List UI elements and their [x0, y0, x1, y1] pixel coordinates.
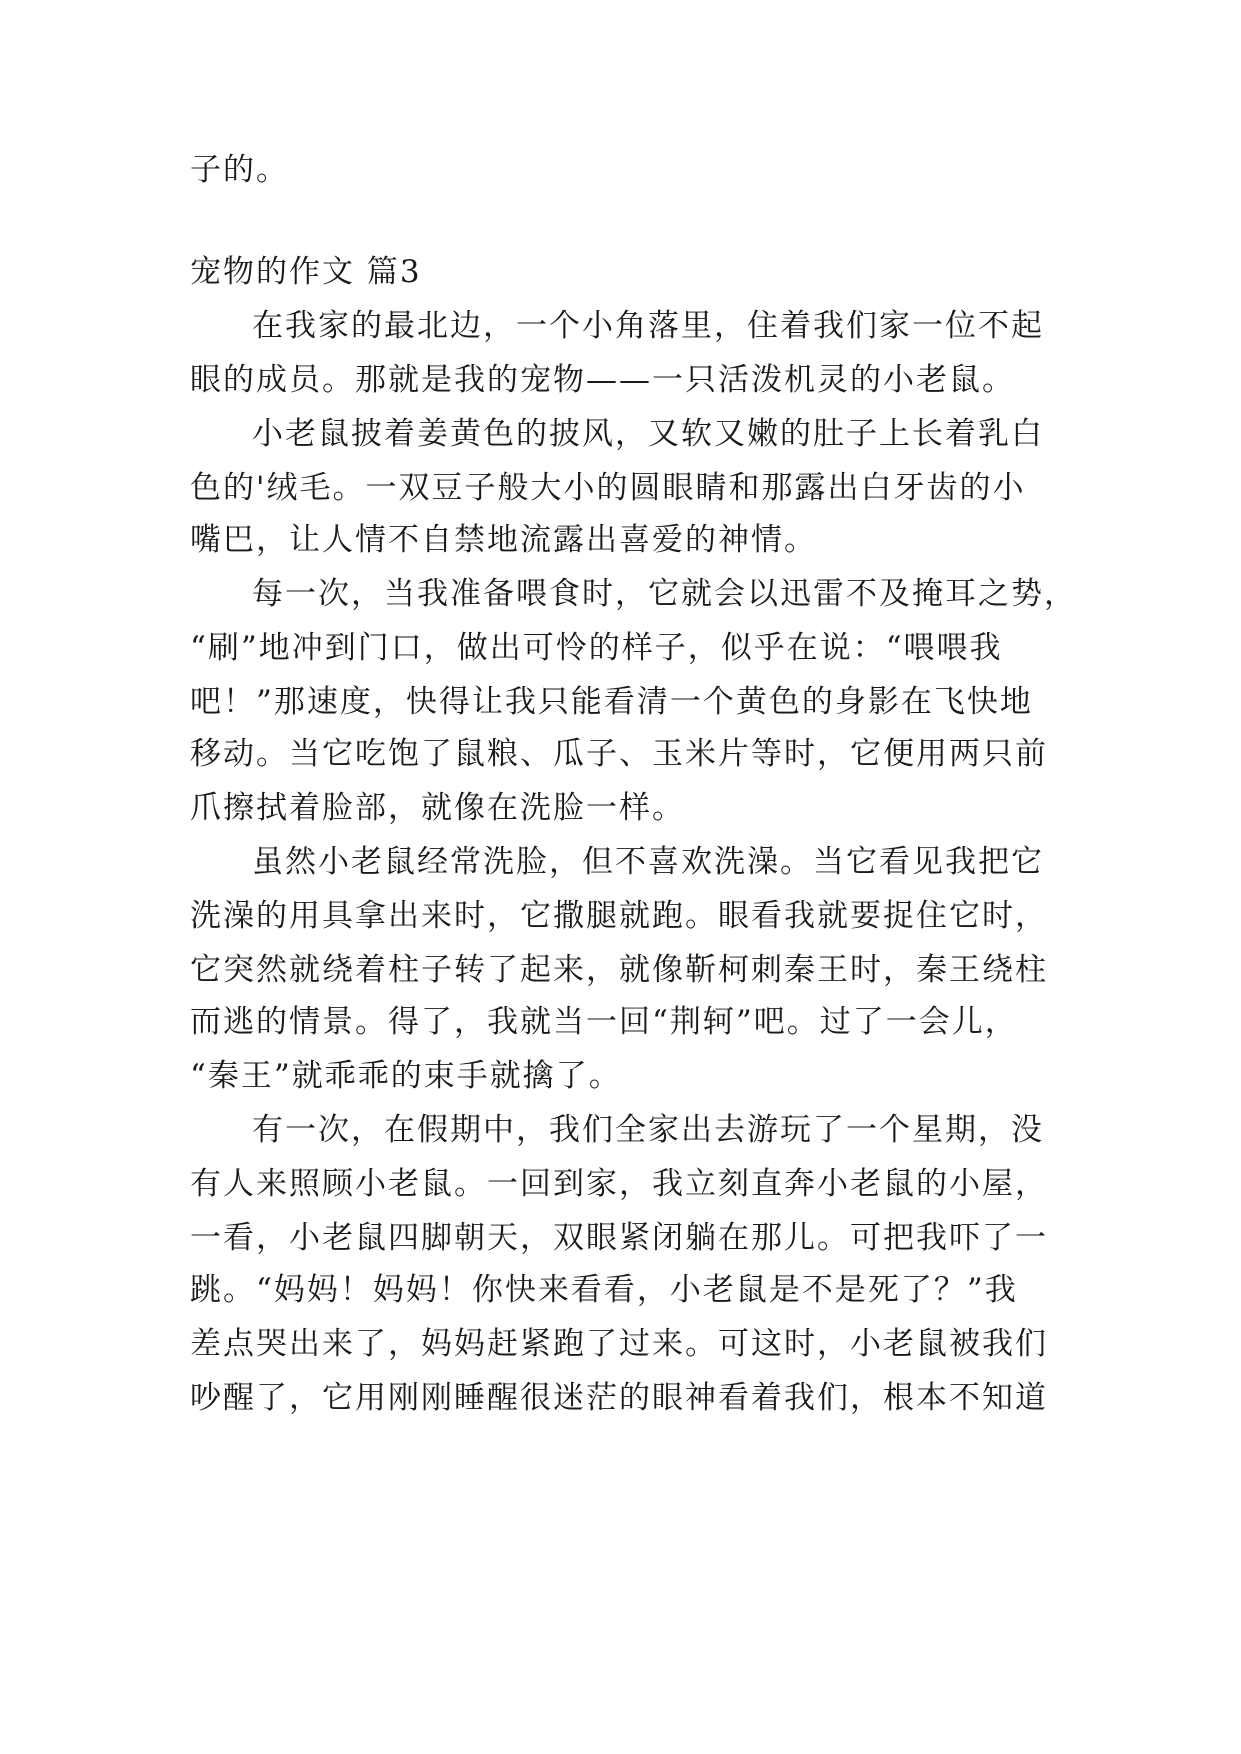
- section-title: 宠物的作文 篇3: [190, 254, 422, 290]
- paragraph-line: “刷”地冲到门口，做出可怜的样子，似乎在说：“喂喂我: [190, 630, 1003, 666]
- paragraph-line: 色的'绒毛。一双豆子般大小的圆眼睛和那露出白牙齿的小: [190, 470, 1026, 506]
- paragraph-line: 每一次，当我准备喂食时，它就会以迅雷不及掩耳之势，: [252, 576, 1077, 612]
- paragraph-line: 吵醒了，它用刚刚睡醒很迷茫的眼神看着我们，根本不知道: [190, 1380, 1048, 1416]
- paragraph-line: 爪擦拭着脸部，就像在洗脸一样。: [190, 790, 685, 826]
- paragraph-line: 一看，小老鼠四脚朝天，双眼紧闭躺在那儿。可把我吓了一: [190, 1220, 1048, 1256]
- paragraph-line: 跳。“妈妈！妈妈！你快来看看，小老鼠是不是死了？”我: [190, 1272, 1018, 1308]
- continuation-text: 子的。: [190, 152, 289, 188]
- paragraph-line: 移动。当它吃饱了鼠粮、瓜子、玉米片等时，它便用两只前: [190, 736, 1048, 772]
- paragraph-line: 有一次，在假期中，我们全家出去游玩了一个星期，没: [252, 1112, 1044, 1148]
- paragraph-line: 差点哭出来了，妈妈赶紧跑了过来。可这时，小老鼠被我们: [190, 1326, 1048, 1362]
- paragraph-line: 吧！”那速度，快得让我只能看清一个黄色的身影在飞快地: [190, 684, 1033, 720]
- paragraph-line: 它突然就绕着柱子转了起来，就像靳柯刺秦王时，秦王绕柱: [190, 952, 1048, 988]
- paragraph-line: 虽然小老鼠经常洗脸，但不喜欢洗澡。当它看见我把它: [252, 844, 1044, 880]
- paragraph-line: 眼的成员。那就是我的宠物——一只活泼机灵的小老鼠。: [190, 362, 1015, 398]
- paragraph-line: 在我家的最北边，一个小角落里，住着我们家一位不起: [252, 308, 1044, 344]
- paragraph-line: 小老鼠披着姜黄色的披风，又软又嫩的肚子上长着乳白: [252, 416, 1044, 452]
- paragraph-line: 嘴巴，让人情不自禁地流露出喜爱的神情。: [190, 522, 817, 558]
- paragraph-line: 有人来照顾小老鼠。一回到家，我立刻直奔小老鼠的小屋，: [190, 1166, 1048, 1202]
- paragraph-line: 洗澡的用具拿出来时，它撒腿就跑。眼看我就要捉住它时，: [190, 898, 1048, 934]
- paragraph-line: 而逃的情景。得了，我就当一回“荆轲”吧。过了一会儿，: [190, 1004, 1018, 1040]
- paragraph-line: “秦王”就乖乖的束手就擒了。: [190, 1058, 622, 1094]
